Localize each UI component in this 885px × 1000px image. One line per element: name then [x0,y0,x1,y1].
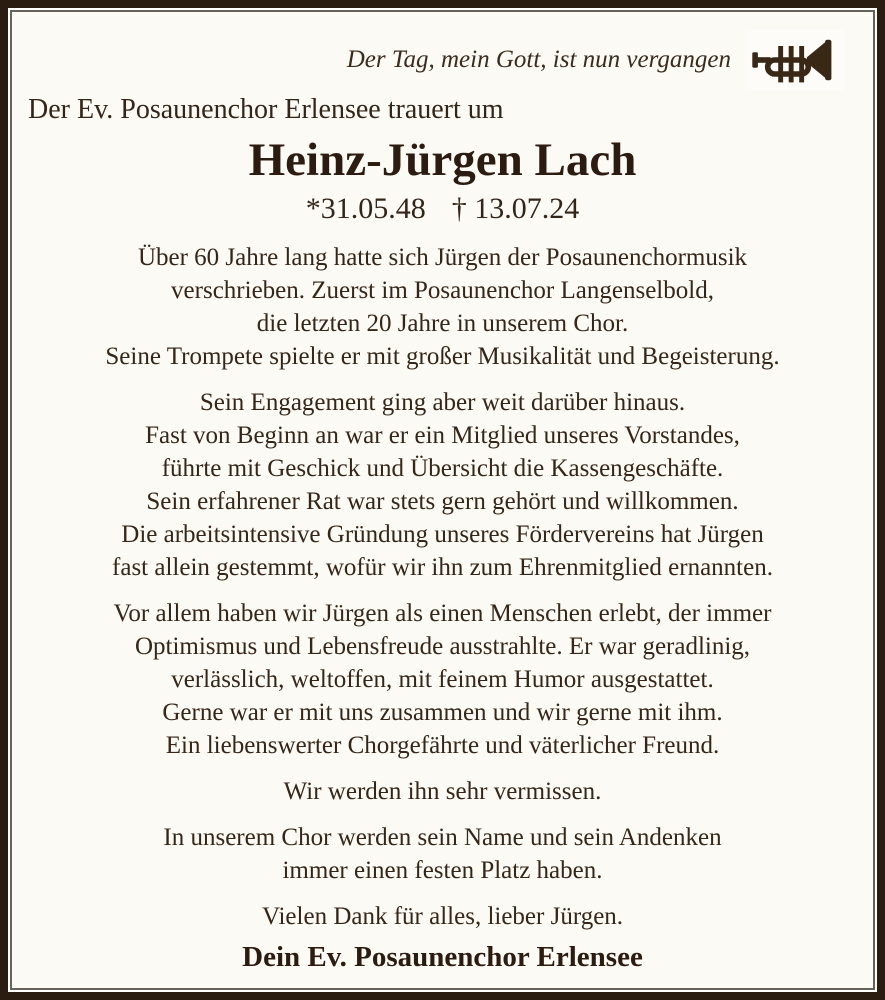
obituary-content [10,10,875,990]
paragraph-line: Über 60 Jahre lang hatte sich Jürgen der Posaunenchormusik [137,244,748,271]
paragraph-line: Gerne war er mit uns zusammen und wir gerne mit ihm. [162,699,723,726]
paragraph-line: verlässlich, weltoffen, mit feinem Humor ausgestattet. [171,666,714,693]
trumpet-icon [745,29,845,91]
paragraph-line: führte mit Geschick und Übersicht die Kassengeschäfte. [161,455,724,482]
paragraph-line: Wir werden ihn sehr vermissen. [283,778,602,805]
paragraph-line: die letzten 20 Jahre in unserem Chor. [256,310,629,337]
intro-line: Der Ev. Posaunenchor Erlensee trauert um [28,94,504,125]
paragraph-line: Vor allem haben wir Jürgen als einen Menschen erlebt, der immer [113,600,772,627]
deceased-name: Heinz-Jürgen Lach [248,134,637,186]
paragraph-line: Sein Engagement ging aber weit darüber hinaus. [199,389,686,416]
paragraph-line: Die arbeitsintensive Gründung unseres Fördervereins hat Jürgen [121,521,764,548]
paragraph-line: Ein liebenswerter Chorgefährte und väterlicher Freund. [165,732,720,759]
life-dates [28,190,857,228]
death-date: † 13.07.24 [451,192,580,225]
paragraph [28,821,857,887]
signoff-line: Dein Ev. Posaunenchor Erlensee [242,941,643,973]
frame-gap [8,8,877,992]
paragraph [28,597,857,762]
birth-date: *31.05.48 [305,192,426,225]
paragraph [28,386,857,584]
paragraph-line: Optimismus und Lebensfreude ausstrahlte. Er war geradlinig, [134,633,751,660]
paragraph-line: In unserem Chor werden sein Name und sein Andenken [163,824,722,851]
paragraph-line: fast allein gestemmt, wofür wir ihn zum Ehrenmitglied ernannten. [112,554,773,581]
motto-text: Der Tag, mein Gott, ist nun vergangen [346,46,731,73]
motto-row [28,28,857,92]
paragraph-line: immer einen festen Platz haben. [282,857,603,884]
paragraph [28,775,857,808]
paragraph-line: Vielen Dank für alles, lieber Jürgen. [261,903,624,930]
paragraph [28,900,857,933]
paragraph-line: Fast von Beginn an war er ein Mitglied unseres Vorstandes, [145,422,740,449]
paragraph-line: verschrieben. Zuerst im Posaunenchor Langenselbold, [171,277,714,304]
paragraph-line: Seine Trompete spielte er mit großer Musikalität und Begeisterung. [105,343,780,370]
paragraph [28,241,857,373]
obituary-paragraphs [28,241,857,933]
paragraph-line: Sein erfahrener Rat war stets gern gehört und willkommen. [146,488,739,515]
